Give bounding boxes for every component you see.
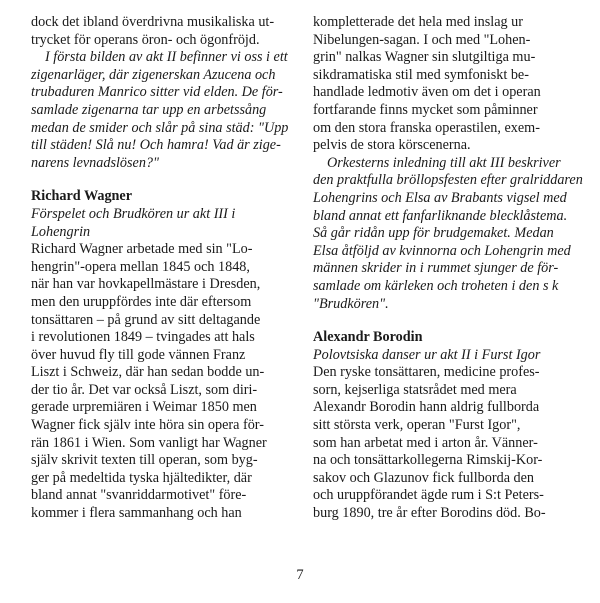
text-line: zigenarläger, där zigenerskan Azucena och [31,66,276,83]
section-borodin [313,329,589,523]
text-line: I första bilden av akt II befinner vi oss i ett [45,49,288,66]
text-line: sikdramatiska stil med symfoniskt be- [313,66,529,83]
text-line: tonsättaren – på grund av sitt deltagande [31,311,261,328]
section-heading: Alexandr Borodin [313,329,423,346]
text-line: Orkesterns inledning till akt III beskriver [327,154,561,171]
text-line: som han arbetat med i arton år. Vänner- [313,434,538,451]
text-line: Den ryske tonsättaren, medicine profes- [313,364,540,381]
text-line: Liszt i Schweiz, där han sedan bodde un- [31,364,265,381]
text-line: rän 1861 i Wien. Som vanligt har Wagner [31,434,267,451]
text-line: Lohengrins och Elsa av Brabants vigsel med [313,189,567,206]
section-subtitle: Polovtsiska danser ur akt II i Furst Igor [313,346,541,363]
text-line: själv skrivit texten till operan, som byg- [31,452,258,469]
text-line: handlade ledmotiv även om det i operan [313,84,541,101]
text-line: samlade om kärleken och troheten i den s k [313,277,559,294]
section-subtitle: Förspelet och Brudkören ur akt III i [31,205,236,222]
text-line: ger på medeltida tyska hjältedikter, där [31,469,252,486]
text-line: grin" nalkas Wagner sin slutgiltiga mu- [313,49,536,66]
body-paragraph [313,14,589,155]
text-line: om den stora franska operastilen, exem- [313,119,540,136]
text-line: Så går ridån upp för brudgemaket. Medan [313,225,554,242]
text-line: till städen! Slå nu! Och hamra! Vad är zige- [31,137,281,154]
text-line: trycket för operans öron- och ögonfröjd. [31,31,260,48]
italic-paragraph [313,155,589,313]
text-line: Nibelungen-sagan. I och med "Lohen- [313,31,531,48]
text-line: sitt största verk, operan "Furst Igor", [313,417,521,434]
text-line: burg 1890, tre år efter Borodins död. Bo- [313,505,546,522]
text-line: gerade urpremiären i Weimar 1850 men [31,399,257,416]
text-line: men den uruppfördes inte där eftersom [31,293,252,310]
text-line: medan de smider och slår på sina städ: "Upp [31,119,289,136]
text-line: bland annat "svanriddarmotivet" före- [31,487,247,504]
text-line: pelvis de stora körscenerna. [313,137,471,154]
text-line: i revolutionen 1849 – tvingades att hals [31,329,255,346]
section-subtitle: Lohengrin [31,223,91,240]
text-line: Richard Wagner arbetade med sin "Lo- [31,241,253,258]
text-line: der tio år. Det var också Liszt, som diri- [31,381,258,398]
section-wagner [31,188,307,522]
intro-paragraph [31,14,307,49]
text-line: när han var hovkapellmästare i Dresden, [31,276,261,293]
text-line: Elsa åtföljd av kvinnorna och Lohengrin med [313,242,571,259]
text-line: dock det ibland överdrivna musikaliska ut- [31,14,275,30]
text-line: hengrin"-opera mellan 1845 och 1848, [31,258,250,275]
text-line: trubaduren Manrico sitter vid elden. De för- [31,84,283,101]
text-line: bland annat ett fanfarliknande blecklåstema. [313,207,568,224]
page-number: 7 [296,567,304,583]
right-column [313,14,589,523]
text-line: Alexandr Borodin hann aldrig fullborda [313,399,540,416]
text-line: na och tonsättarkollegerna Rimskij-Kor- [313,452,543,469]
text-line: och uruppförandet ägde rum i S:t Peters- [313,487,544,504]
left-column [31,14,307,523]
italic-paragraph [31,49,307,172]
text-line: den praktfulla bröllopsfesten efter gralriddaren [313,172,583,189]
text-line: männen skrider in i rummet sjunger de för- [313,260,559,277]
text-line: kommer i flera sammanhang och han [31,505,242,522]
text-line: över huvud fly till gode vännen Franz [31,346,246,363]
text-line: "Brudkören". [313,295,389,312]
text-line: kompletterade det hela med inslag ur [313,14,523,30]
section-heading: Richard Wagner [31,188,133,205]
text-line: Wagner fick själv inte höra sin opera för- [31,417,264,434]
text-line: fortfarande finns mycket som påminner [313,101,538,118]
text-line: narens levnadslösen?" [31,154,159,171]
text-line: sorn, kejserliga statsrådet med mera [313,381,517,398]
text-line: samlade zigenarna tar upp en arbetssång [31,101,267,118]
text-line: sakov och Glazunov fick fullborda den [313,469,535,486]
